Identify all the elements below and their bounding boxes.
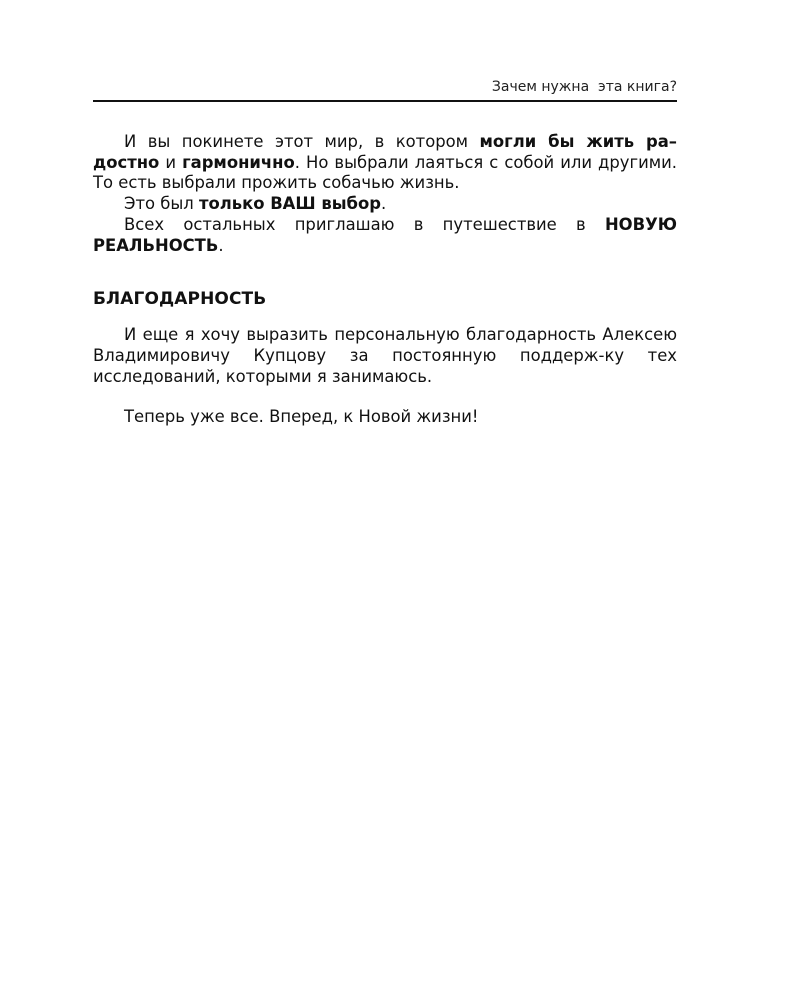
body-text bbox=[93, 132, 677, 428]
paragraph-text: Это был bbox=[124, 194, 199, 214]
running-header: Зачем нужна эта книга? bbox=[491, 79, 677, 95]
paragraph-text: . Но выбрали лаяться с собой или другими. То есть выбрали прожить собачью жизнь. bbox=[93, 152, 677, 193]
paragraph-closing: Теперь уже все. Вперед, к Новой жизни! bbox=[124, 407, 479, 427]
paragraph-text: . bbox=[218, 235, 224, 255]
paragraph-your-choice bbox=[93, 194, 677, 215]
paragraph-text: Всех остальных приглашаю в путешествие в bbox=[124, 214, 605, 234]
emphasis-text: могли бы жить ра–достно bbox=[93, 132, 678, 172]
paragraph-text: и bbox=[159, 152, 183, 172]
section-heading: БЛАГОДАРНОСТЬ bbox=[93, 289, 267, 310]
paragraph-invitation bbox=[93, 215, 677, 256]
paragraph-text: И вы покинете этот мир, в котором bbox=[124, 132, 480, 151]
header-rule bbox=[93, 100, 677, 102]
paragraph-gratitude: И еще я хочу выразить персональную благодарность Алексею Владимировичу Купцову за постоянную поддерж-ку тех исследований, которыми я занимаюсь. bbox=[93, 325, 677, 386]
paragraph-choice bbox=[93, 132, 677, 194]
emphasis-text: гармонично bbox=[182, 152, 295, 172]
paragraph-text: . bbox=[380, 194, 387, 214]
emphasis-text: только ВАШ выбор bbox=[198, 194, 381, 214]
emphasis-text: НОВУЮ РЕАЛЬНОСТЬ bbox=[93, 214, 677, 255]
